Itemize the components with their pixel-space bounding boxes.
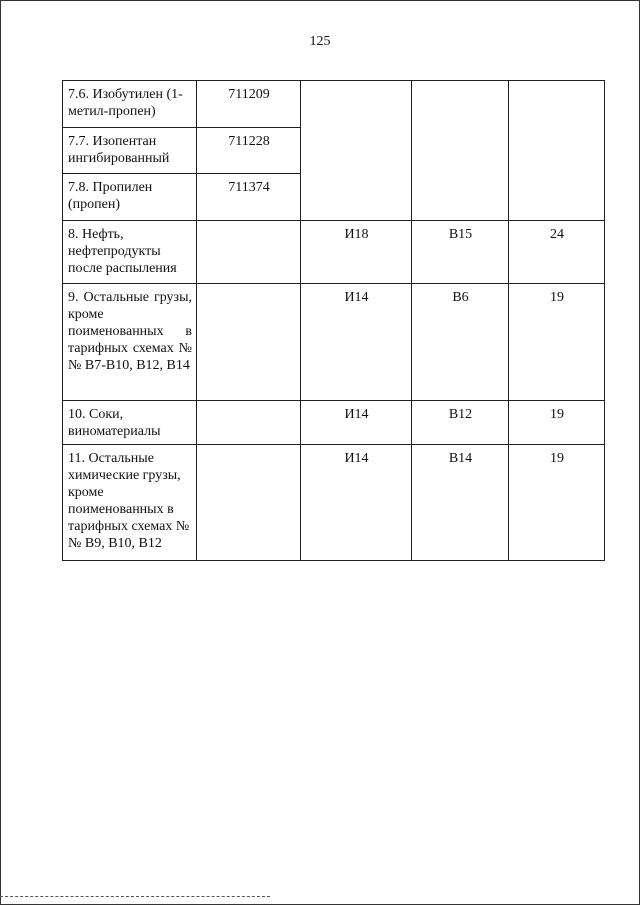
cargo-code-cell: 711209 <box>197 81 301 128</box>
table-row <box>63 221 605 284</box>
tariff-v-cell: В14 <box>412 445 509 561</box>
cargo-name-cell: 10. Соки, виноматериалы <box>63 401 197 445</box>
cargo-name-cell: 11. Остальные химические грузы, кроме поименованных в тарифных схемах №№ В9, В10, В12 <box>63 445 197 561</box>
tariff-i-cell: И14 <box>301 445 412 561</box>
tariff-number-cell: 19 <box>509 445 605 561</box>
empty-merged-cell <box>301 81 412 221</box>
table-row <box>63 81 605 128</box>
page-number: 125 <box>309 34 331 49</box>
cargo-code-cell <box>197 401 301 445</box>
tariff-v-cell: В6 <box>412 284 509 401</box>
cargo-code-cell <box>197 445 301 561</box>
table-row <box>63 284 605 401</box>
cargo-name-cell: 9. Остальные грузы, кроме поименованных в тарифных схемах №№ В7-В10, В12, В14 <box>63 284 197 401</box>
cargo-name-cell: 7.8. Пропилен (пропен) <box>63 174 197 221</box>
empty-merged-cell <box>412 81 509 221</box>
cargo-code-cell: 711228 <box>197 128 301 174</box>
cargo-code-cell: 711374 <box>197 174 301 221</box>
cargo-code-cell <box>197 221 301 284</box>
table-row <box>63 401 605 445</box>
tariff-number-cell: 19 <box>509 401 605 445</box>
footer-divider <box>0 896 270 897</box>
cargo-name-cell: 8. Нефть, нефтепродукты после распыления <box>63 221 197 284</box>
empty-merged-cell <box>509 81 605 221</box>
tariff-i-cell: И18 <box>301 221 412 284</box>
tariff-v-cell: В15 <box>412 221 509 284</box>
tariff-i-cell: И14 <box>301 284 412 401</box>
tariff-number-cell: 19 <box>509 284 605 401</box>
cargo-code-cell <box>197 284 301 401</box>
cargo-name-cell: 7.6. Изобутилен (1-метил-пропен) <box>63 81 197 128</box>
table-row <box>63 445 605 561</box>
tariff-number-cell: 24 <box>509 221 605 284</box>
tariff-v-cell: В12 <box>412 401 509 445</box>
tariff-i-cell: И14 <box>301 401 412 445</box>
tariff-table <box>62 80 605 561</box>
cargo-name-cell: 7.7. Изопентан ингибированный <box>63 128 197 174</box>
